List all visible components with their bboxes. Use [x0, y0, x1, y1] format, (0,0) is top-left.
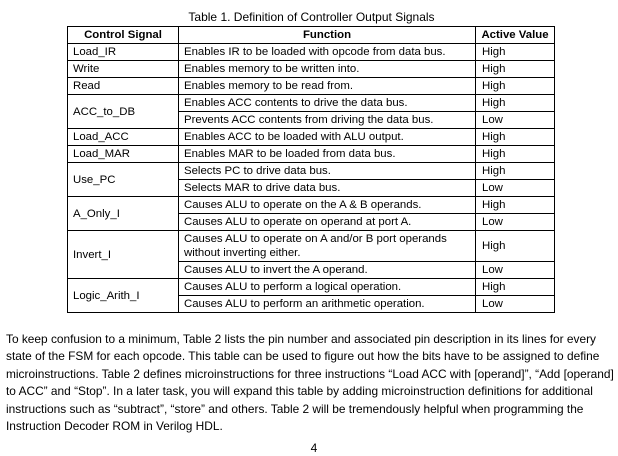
function-cell: Enables memory to be written into.: [179, 61, 476, 78]
active-value-cell: Low: [476, 262, 555, 279]
active-value-cell: High: [476, 129, 555, 146]
signal-cell: Load_IR: [68, 44, 179, 61]
active-value-cell: High: [476, 78, 555, 95]
signal-cell: Read: [68, 78, 179, 95]
signal-cell: Load_ACC: [68, 129, 179, 146]
function-cell: Causes ALU to operate on A and/or B port operands without inverting either.: [179, 231, 476, 262]
function-cell: Enables ACC contents to drive the data bus.: [179, 95, 476, 112]
active-value-cell: High: [476, 231, 555, 262]
table-row: [68, 146, 555, 163]
active-value-cell: High: [476, 146, 555, 163]
function-cell: Enables IR to be loaded with opcode from data bus.: [179, 44, 476, 61]
table-row: [68, 231, 555, 262]
active-value-cell: Low: [476, 112, 555, 129]
active-value-cell: High: [476, 163, 555, 180]
active-value-cell: Low: [476, 214, 555, 231]
signal-cell: Write: [68, 61, 179, 78]
body-paragraph: To keep confusion to a minimum, Table 2 lists the pin number and associated pin description in its lines for every state of the FSM for each opcode. This table can be used to figure out how the bits have to be assigned to define microinstructions. Table 2 defines microinstructions for three instructions “Load ACC with [operand]”, “Add [operand] to ACC” and “Stop”. In a later task, you will expand this table by adding microinstruction definitions for additional instructions such as “subtract”, “store” and others. Table 2 will be tremendously helpful when programming the Instruction Decoder ROM in Verilog HDL.: [6, 332, 614, 434]
active-value-cell: Low: [476, 180, 555, 197]
header-function: Function: [179, 27, 476, 44]
header-active-value: Active Value: [476, 27, 555, 44]
table-row: [68, 44, 555, 61]
active-value-cell: Low: [476, 296, 555, 313]
table-caption: Table 1. Definition of Controller Output Signals: [188, 10, 435, 24]
function-cell: Enables ACC to be loaded with ALU output.: [179, 129, 476, 146]
active-value-cell: High: [476, 95, 555, 112]
table-row: [68, 78, 555, 95]
active-value-cell: High: [476, 279, 555, 296]
function-cell: Causes ALU to operate on operand at port A.: [179, 214, 476, 231]
function-cell: Causes ALU to invert the A operand.: [179, 262, 476, 279]
header-control-signal: Control Signal: [68, 27, 179, 44]
page-number: 4: [310, 441, 318, 455]
table-header-row: [68, 27, 555, 44]
signal-cell: Invert_I: [68, 231, 179, 279]
function-cell: Selects MAR to drive data bus.: [179, 180, 476, 197]
table-row: [68, 279, 555, 296]
function-cell: Causes ALU to perform a logical operation.: [179, 279, 476, 296]
signal-cell: ACC_to_DB: [68, 95, 179, 129]
active-value-cell: High: [476, 61, 555, 78]
function-cell: Prevents ACC contents from driving the data bus.: [179, 112, 476, 129]
signal-cell: Use_PC: [68, 163, 179, 197]
active-value-cell: High: [476, 197, 555, 214]
table-row: [68, 197, 555, 214]
function-cell: Causes ALU to perform an arithmetic operation.: [179, 296, 476, 313]
table-row: [68, 163, 555, 180]
signal-cell: Logic_Arith_I: [68, 279, 179, 313]
function-cell: Causes ALU to operate on the A & B operands.: [179, 197, 476, 214]
function-cell: Enables memory to be read from.: [179, 78, 476, 95]
function-cell: Selects PC to drive data bus.: [179, 163, 476, 180]
table-row: [68, 129, 555, 146]
function-cell: Enables MAR to be loaded from data bus.: [179, 146, 476, 163]
table-body: [68, 44, 555, 313]
signal-cell: A_Only_I: [68, 197, 179, 231]
table-row: [68, 61, 555, 78]
table-row: [68, 95, 555, 112]
active-value-cell: High: [476, 44, 555, 61]
signal-cell: Load_MAR: [68, 146, 179, 163]
controller-signals-table: [67, 26, 555, 313]
